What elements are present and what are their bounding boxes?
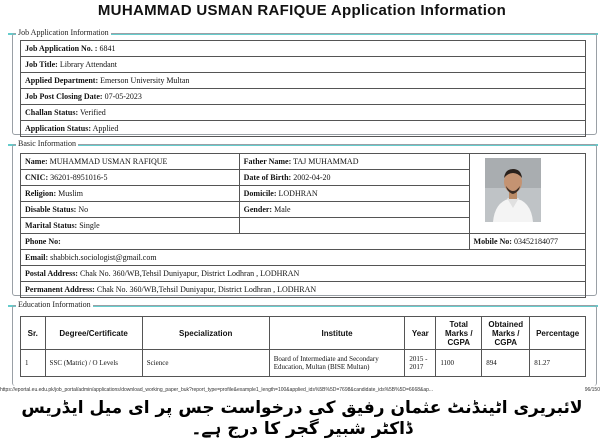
marital-status: Single: [79, 221, 100, 230]
table-row: Job Title: Library Attendant: [21, 57, 586, 73]
gender: Male: [274, 205, 291, 214]
table-row: Job Application No. : 6841: [21, 41, 586, 57]
mobile-no: 03452184077: [513, 237, 558, 246]
table-row: Religion: Muslim Domicile: LODHRAN: [21, 186, 586, 202]
job-title: Library Attendant: [59, 60, 117, 69]
postal-address: Chak No. 360/WB,Tehsil Duniyapur, District Lodhran , LODHRAN: [79, 269, 300, 278]
table-row: CNIC: 36201-8951016-5 Date of Birth: 2002-04-20: [21, 170, 586, 186]
col-institute: Institute: [269, 317, 405, 350]
job-application-no: 6841: [99, 44, 116, 53]
education-section-legend: Education Information: [18, 300, 91, 309]
cell-obtained: 894: [482, 350, 530, 377]
domicile: LODHRAN: [278, 189, 318, 198]
closing-date: 07-05-2023: [104, 92, 142, 101]
cell-specialization: Science: [142, 350, 269, 377]
date-of-birth: 2002-04-20: [293, 173, 331, 182]
col-percentage: Percentage: [530, 317, 586, 350]
table-row: Job Post Closing Date: 07-05-2023: [21, 89, 586, 105]
table-row: Name: MUHAMMAD USMAN RAFIQUE Father Name: TAJ MUHAMMAD: [21, 154, 586, 170]
col-total-marks: Total Marks / CGPA: [436, 317, 482, 350]
footer-page-number: 96/150: [584, 387, 600, 393]
table-header-row: [21, 317, 586, 350]
col-sr: Sr.: [21, 317, 46, 350]
disable-status: No: [78, 205, 89, 214]
table-row: Applied Department: Emerson University Multan: [21, 73, 586, 89]
table-row: Marital Status: Single: [21, 218, 586, 234]
education-table: [20, 316, 586, 377]
table-row: Disable Status: No Gender: Male: [21, 202, 586, 218]
page-title: MUHAMMAD USMAN RAFIQUE Application Information: [97, 2, 507, 19]
col-obtained-marks: Obtained Marks / CGPA: [482, 317, 530, 350]
col-year: Year: [405, 317, 436, 350]
table-row: Application Status: Applied: [21, 121, 586, 137]
cell-institute: Board of Intermediate and Secondary Education, Multan (BISE Multan): [269, 350, 405, 377]
footer-url: https://eportal.eu.edu.pk/job_portal/admin/applications/download_working_paper_buk?report_type=profile&example1_length=100&applied_ids%5B%5D=7698&candidate_ids%5B%5D=6668&ap...: [0, 387, 434, 393]
job-table: [20, 40, 586, 137]
col-specialization: Specialization: [142, 317, 269, 350]
table-row: Challan Status: Verified: [21, 105, 586, 121]
cell-percentage: 81.27: [530, 350, 586, 377]
job-section-legend: Job Application Information: [18, 28, 109, 37]
challan-status: Verified: [79, 108, 106, 117]
religion: Muslim: [58, 189, 84, 198]
table-row: Permanent Address: Chak No. 360/WB,Tehsil Duniyapur, District Lodhran , LODHRAN: [21, 282, 586, 298]
cnic: 36201-8951016-5: [50, 173, 108, 182]
table-row: Postal Address: Chak No. 360/WB,Tehsil Duniyapur, District Lodhran , LODHRAN: [21, 266, 586, 282]
cell-total: 1100: [436, 350, 482, 377]
cell-year: 2015 - 2017: [405, 350, 436, 377]
urdu-caption: لائبریری اٹینڈنٹ عثمان رفیق کی درخواست جس پر ای میل ایڈریس ڈاکٹر شبیر گجر کا درج ہے۔: [21, 398, 583, 439]
cell-sr: 1: [21, 350, 46, 377]
col-degree: Degree/Certificate: [45, 317, 142, 350]
permanent-address: Chak No. 360/WB,Tehsil Duniyapur, District Lodhran , LODHRAN: [96, 285, 317, 294]
father-name: TAJ MUHAMMAD: [293, 157, 359, 166]
application-status: Applied: [92, 124, 119, 133]
email: shabbich.sociologist@gmail.com: [50, 253, 157, 262]
applicant-name: MUHAMMAD USMAN RAFIQUE: [49, 157, 168, 166]
applied-department: Emerson University Multan: [100, 76, 190, 85]
applicant-photo: [485, 158, 541, 222]
table-row: [21, 350, 586, 377]
table-row: Email: shabbich.sociologist@gmail.com: [21, 250, 586, 266]
cell-degree: SSC (Matric) / O Levels: [45, 350, 142, 377]
table-row: Phone No: Mobile No: 03452184077: [21, 234, 586, 250]
basic-section-legend: Basic Information: [18, 139, 76, 148]
